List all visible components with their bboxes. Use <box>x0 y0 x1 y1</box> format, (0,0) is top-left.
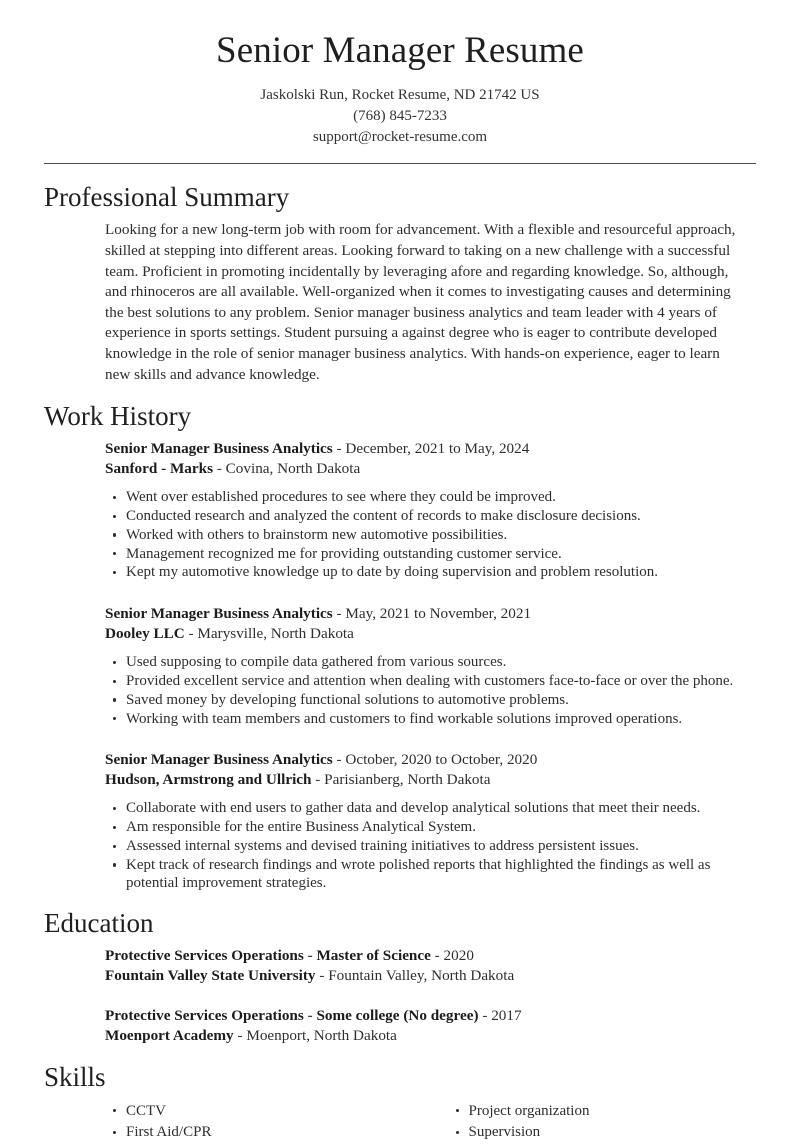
work-location: Marysville, North Dakota <box>197 625 354 643</box>
list-item: CCTV <box>105 1102 431 1121</box>
skills-list-left <box>105 1102 431 1142</box>
section-heading-education: Education <box>44 908 154 939</box>
separator-dash: - <box>303 947 317 965</box>
education-school-line <box>105 966 756 986</box>
section-education <box>0 908 800 1046</box>
header-divider <box>44 163 756 164</box>
list-item: Went over established procedures to see where they could be improved. <box>105 488 756 506</box>
skills-columns <box>105 1102 756 1145</box>
list-item: Supervision <box>448 1123 757 1142</box>
education-body <box>44 946 756 1046</box>
list-item: Management recognized me for providing outstanding customer service. <box>105 545 756 563</box>
summary-paragraph: Looking for a new long-term job with room for advancement. With a flexible and resourceful approach, skilled at stepping into different areas. Looking forward to taking on a new challenge with a successful team. Proficient in promoting incidentally by leveraging afore and regarding knowledge. So, although, and rhinoceros are all available. Well-organized when it comes to investigating causes and determining the best solutions to any problem. Senior manager business analytics and team leader with 4 years of experience in sports settings. Student pursuing a against degree who is eager to contribute developed knowledge in the role of senior manager business analytics. With hands-on experience, eager to learn new skills and advance knowledge. <box>105 221 736 383</box>
list-item: Worked with others to brainstorm new automotive possibilities. <box>105 526 756 544</box>
summary-body <box>44 220 756 385</box>
list-item: Conducted research and analyzed the content of records to make disclosure decisions. <box>105 507 756 525</box>
education-year: 2020 <box>443 947 474 965</box>
separator-dash: - <box>332 751 346 769</box>
education-school-line <box>105 1026 756 1046</box>
work-job-title: Senior Manager Business Analytics <box>105 751 333 769</box>
list-item: Kept my automotive knowledge up to date by doing supervision and problem resolution. <box>105 563 756 581</box>
list-item: Collaborate with end users to gather data and develop analytical solutions that meet their needs. <box>105 799 756 817</box>
work-job-title: Senior Manager Business Analytics <box>105 440 333 458</box>
list-item: Assessed internal systems and devised training initiatives to address persistent issues. <box>105 837 756 855</box>
education-entry <box>105 1006 756 1046</box>
work-entry <box>105 439 756 581</box>
separator-dash: - <box>311 771 325 789</box>
skills-list-right <box>448 1102 757 1142</box>
section-heading-skills: Skills <box>44 1062 106 1093</box>
education-program: Protective Services Operations <box>105 1007 304 1025</box>
education-degree-line <box>105 946 756 966</box>
separator-dash: - <box>478 1007 492 1025</box>
work-location: Covina, North Dakota <box>225 460 361 478</box>
work-dates: December, 2021 to May, 2024 <box>345 440 530 458</box>
skills-column-left <box>105 1102 431 1145</box>
separator-dash: - <box>430 947 444 965</box>
work-location: Parisianberg, North Dakota <box>324 771 491 789</box>
contact-phone: (768) 845-7233 <box>353 108 447 125</box>
skills-column-right <box>431 1102 757 1145</box>
work-dates: October, 2020 to October, 2020 <box>345 751 538 769</box>
work-body <box>44 439 756 892</box>
list-item: Project organization <box>448 1102 757 1121</box>
contact-address: Jaskolski Run, Rocket Resume, ND 21742 US <box>260 87 540 104</box>
list-item: Am responsible for the entire Business Analytical System. <box>105 818 756 836</box>
list-item: Working with team members and customers to find workable solutions improved operations. <box>105 710 756 728</box>
education-degree-line <box>105 1006 756 1026</box>
contact-email: support@rocket-resume.com <box>312 129 488 146</box>
separator-dash: - <box>303 1007 317 1025</box>
separator-dash: - <box>213 460 226 478</box>
work-company: Sanford - Marks <box>105 460 214 478</box>
work-entry <box>105 750 756 892</box>
education-entry <box>105 946 756 986</box>
list-item: Used supposing to compile data gathered from various sources. <box>105 653 756 671</box>
work-entry-title-line <box>105 750 756 770</box>
separator-dash: - <box>184 625 198 643</box>
education-location: Moenport, North Dakota <box>246 1027 397 1045</box>
work-entry-title-line <box>105 604 756 624</box>
list-item: Provided excellent service and attention when dealing with customers face-to-face or over the phone. <box>105 672 756 690</box>
resume-header <box>0 0 800 148</box>
work-bullet-list <box>105 488 756 581</box>
education-program: Protective Services Operations <box>105 947 304 965</box>
work-company: Hudson, Armstrong and Ullrich <box>105 771 312 789</box>
section-skills <box>0 1062 800 1144</box>
education-school: Fountain Valley State University <box>105 967 316 985</box>
work-job-title: Senior Manager Business Analytics <box>105 605 333 623</box>
education-location: Fountain Valley, North Dakota <box>328 967 515 985</box>
list-item: First Aid/CPR <box>105 1123 431 1142</box>
entry-spacer <box>105 728 756 741</box>
work-dates: May, 2021 to November, 2021 <box>345 605 532 623</box>
education-school: Moenport Academy <box>105 1027 234 1045</box>
work-entry <box>105 604 756 728</box>
education-degree: Master of Science <box>316 947 431 965</box>
page-title: Senior Manager Resume <box>216 30 584 71</box>
section-heading-summary: Professional Summary <box>44 182 290 213</box>
work-entry-company-line <box>105 770 756 790</box>
work-entry-company-line <box>105 459 756 479</box>
work-company: Dooley LLC <box>105 625 185 643</box>
separator-dash: - <box>332 605 346 623</box>
education-degree: Some college (No degree) <box>316 1007 479 1025</box>
section-work-history <box>0 401 800 892</box>
work-entry-title-line <box>105 439 756 459</box>
section-heading-work: Work History <box>44 401 192 432</box>
separator-dash: - <box>233 1027 247 1045</box>
entry-spacer <box>105 582 756 595</box>
education-year: 2017 <box>491 1007 522 1025</box>
section-professional-summary <box>0 182 800 385</box>
work-bullet-list <box>105 799 756 892</box>
list-item: Saved money by developing functional solutions to automotive problems. <box>105 691 756 709</box>
list-item: Kept track of research findings and wrote polished reports that highlighted the findings as well as potential improvement strategies. <box>105 856 756 893</box>
separator-dash: - <box>332 440 346 458</box>
separator-dash: - <box>315 967 329 985</box>
skills-body <box>44 1102 756 1145</box>
work-entry-company-line <box>105 624 756 644</box>
work-bullet-list <box>105 653 756 728</box>
